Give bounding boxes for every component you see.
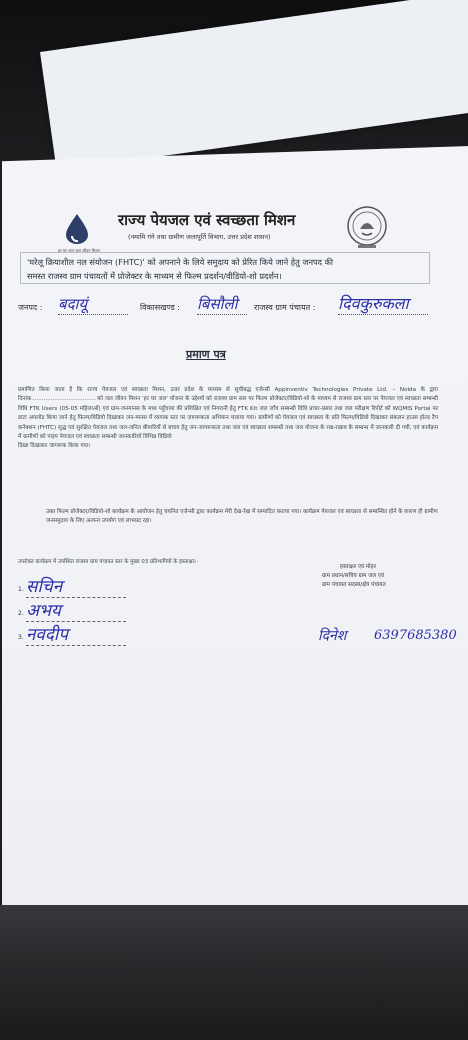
document-title: राज्य पेयजल एवं स्वच्छता मिशन [118, 211, 296, 229]
water-drop-logo-icon [58, 212, 96, 246]
certificate-title: प्रमाण पत्र [186, 348, 226, 361]
district-value: बदायूं [58, 294, 128, 315]
attendee-3-signature: नवदीप [26, 622, 126, 646]
attendee-1-number: 1. [18, 586, 24, 593]
up-state-emblem-icon [346, 205, 388, 251]
signature-stamp-label: हस्ताक्षर एवं मोहर [340, 564, 376, 570]
certificate-body [18, 386, 438, 452]
block-label: विकासखण्ड : [140, 303, 181, 312]
logo-caption: हर घर जल जल जीवन मिशन [57, 248, 101, 253]
background-dark-bottom [0, 905, 468, 1040]
banner-line-1: 'घरेलू क्रियाशील नल संयोजन (FHTC)' को अपनाने के लिये समुदाय को प्रेरित किये जाने हेतु जनपद की [27, 257, 334, 267]
attendee-2-number: 2. [18, 610, 24, 617]
signature-role-line-1: ग्राम प्रधान/सचिव ग्राम जल एवं [322, 573, 385, 579]
phone-number: 6397685380 [374, 628, 457, 643]
attendee-1-signature: सचिन [26, 574, 126, 598]
signature-role-line-2: ग्राम पंचायत सदस्य/क्षेत्र पंचायत [322, 582, 386, 588]
attendee-2-signature: अभय [26, 598, 126, 622]
district-label: जनपद : [18, 303, 43, 312]
attendees-intro: उपरोक्त कार्यक्रम में उपस्थित राजस्व ग्राम पंचायत स्तर के मुख्य 03 प्रतिभागियों के हस्ताक्षर:- [18, 559, 199, 565]
attendee-3-number: 3. [18, 634, 24, 641]
banner-line-2: समस्त राजस्व ग्राम पंचायतों में प्रोजेक्टर के माध्यम से फिल्म प्रदर्शन/वीडियो-शो प्रदर्शन। [27, 271, 282, 281]
panchayat-value: दिवकुरुकला [338, 292, 428, 315]
block-value: बिसौली [197, 294, 247, 315]
panchayat-label: राजस्व ग्राम पंचायत : [254, 303, 316, 312]
body-paragraph-1-end: दिखा दिखाकर जागरूक किया गया। [18, 443, 91, 450]
signature-block [322, 563, 386, 590]
body-paragraph-1: प्रमाणित किया जाता है कि राज्य पेयजल एवं स्वच्छता मिशन, उत्तर प्रदेश के माध्यम से सूचीबद्ध एजेन्सी Appinventiv Technologies Private Ltd. – Noida के द्वारा दिनांक.................................... को जल जीवन मिशन 'हर घर जल' योजना के उद्देश्यों को राजस्व ग्राम स्तर पर फिल्म प्रोजेक्टर/विडियो-शो के माध्यम से राजस्व ग्राम स्तर पर पेयजल एवं स्वच्छता सम्बन्धी विधि FTK Users (05-05 महिलाओं) एवं ग्राम-जनमानस के मध्य पहुँचाया की प्रशिक्षित एवं निगरानी हेतु FTK Kit जल जाँच सम्बन्धी विधि प्रचार-प्रसार तथा जल परीक्षण रिपोर्ट को WQMIS Portal पर डाटा अपलोड किया जाने हेतु फिल्म/विडियो दिखाकर जन-मानस में व्यापक स्तर पर जागरूकता अभियान चलाया गया। ग्रामीणों को पेयजल एवं स्वच्छता के प्रति फिल्म/विडियो दिखाकर संकलन हाउस होल्ड टैप कनेक्शन (FHTC) शुद्ध एवं सुरक्षित पेयजल तथा जल-जनित बीमारियों से बचाव हेतु जन-जागरूकता तथा जल एवं स्वच्छता सम्बन्धी तथा जल योजना के रख-रखाव के सम्बन्ध में जानकारी दी गयी, एवं कार्यक्रम में ग्रामीणों को पाइप पेयजल एवं स्वच्छता सम्बन्धी जानकारियाँ विभिन्न विडियो [18, 387, 438, 441]
program-banner [20, 252, 430, 284]
body-paragraph-2: उक्त फिल्म प्रोजेक्टर/विडियो-शो कार्यक्रम के आयोजन हेतु चयनित एजेन्सी द्वारा कार्यक्रम मेरी देख-रेख में सम्पादित कराया गया। कार्यक्रम पेयजल एवं स्वच्छता से सम्बन्धित होने के कारण ही ग्रामीण जनसमुदाय के लिए अत्यन्त उपयोग एवं लाभप्रद रहा। [46, 509, 438, 525]
official-signature: दिनेश [318, 628, 347, 644]
document-subtitle: (नमामि गंगे तथा ग्रामीण जलापूर्ति विभाग, उत्तर प्रदेश शासन) [128, 233, 271, 241]
